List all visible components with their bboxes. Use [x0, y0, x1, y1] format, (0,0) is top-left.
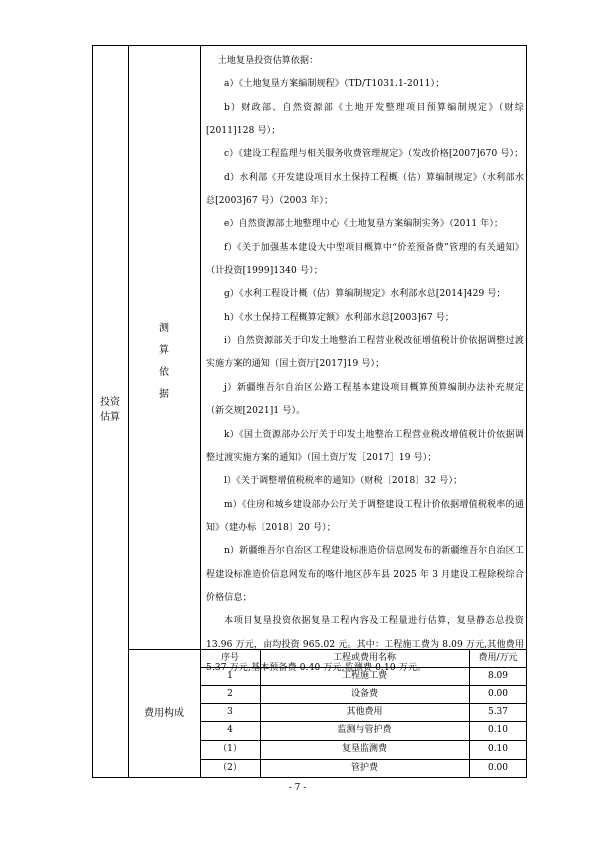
cost-row-name: 其他费用: [346, 707, 383, 717]
cost-row-name: 管护费: [350, 763, 378, 773]
cost-row-no: 3: [227, 707, 233, 717]
cost-row-name: 工程施工费: [341, 671, 387, 681]
basis-paragraph: l）《关于调整增值税税率的通知》（财税〔2018〕32 号）；: [224, 476, 463, 487]
cost-row-no: 2: [227, 689, 233, 699]
cost-row-no: （2）: [218, 763, 242, 773]
basis-paragraph: a）《土地复垦方案编制规程》（TD/T1031.1-2011）；: [224, 79, 445, 90]
cost-row-amount: 0.00: [487, 689, 509, 699]
cost-row-amount: 0.10: [487, 725, 509, 735]
basis-label-char: 依: [159, 367, 169, 378]
cost-row-amount: 0.00: [487, 763, 509, 773]
basis-label-char: 据: [159, 389, 169, 400]
basis-paragraph: k）《国土资源部办公厅关于印发土地整治工程营业税改增值税计价依据调整过渡实施方案的通知》（国土资厅发［2017］19 号）；: [206, 429, 524, 463]
basis-summary: 本项目复垦投资依据复垦工程内容及工程量进行估算，复垦静态总投资 13.96 万元，亩均投资 965.02 元。其中：工程施工费为 8.09 万元,其他费用 5.37 万元,基本预备费 0.40 万元,监测费 0.10 万元。: [206, 616, 524, 673]
cost-row-amount: 0.10: [487, 744, 509, 754]
category-label-line1: 投资: [100, 397, 120, 408]
cost-header-name: 工程或费用名称: [332, 653, 396, 663]
basis-label-char: 测: [159, 323, 169, 334]
category-label-line2: 估算: [100, 412, 120, 423]
cost-row-no: 1: [227, 671, 233, 681]
basis-paragraph: j）新疆维吾尔自治区公路工程基本建设项目概算预算编制办法补充规定（新交规[2021]1 号）。: [206, 382, 524, 417]
basis-paragraph: h）《水土保持工程概算定额》水利部水总[2003]67 号；: [224, 312, 455, 323]
cost-row-amount: 8.09: [487, 671, 509, 681]
basis-paragraph: 土地复垦投资估算依据：: [217, 56, 319, 66]
basis-paragraph: g）《水利工程设计概（估）算编制规定》水利部水总[2014]429 号；: [224, 289, 506, 300]
cost-row-name: 复垦监测费: [341, 744, 387, 754]
cost-row-name: 监测与管护费: [337, 725, 392, 735]
cost-header-amount: 费用/万元: [478, 653, 518, 663]
basis-paragraph: b）财政部、自然资源部《土地开发整理项目预算编制规定》（财综[2011]128 号）；: [206, 102, 524, 137]
cost-header-no: 序号: [220, 653, 239, 663]
cost-label: 费用构成: [144, 708, 184, 719]
cost-row-no: 4: [227, 725, 233, 735]
basis-label: [157, 318, 171, 406]
basis-paragraph: n）新疆维吾尔自治区工程建设标准造价信息网发布的新疆维吾尔自治区工程建设标准造价信息网发布的喀什地区莎车县 2025 年 3 月建设工程除税综合价格信息；: [206, 546, 524, 603]
basis-text: [206, 50, 524, 680]
cost-row-no: （1）: [218, 744, 242, 754]
basis-paragraph: c）《建设工程监理与相关服务收费管理规定》（发改价格[2007]670 号）；: [224, 149, 524, 160]
divider-category: [128, 45, 129, 778]
cost-row-amount: 5.37: [487, 707, 509, 717]
cost-row-name: 设备费: [350, 689, 378, 699]
basis-paragraph: e）自然资源部土地整理中心《土地复垦方案编制实务》（2011 年）；: [224, 219, 504, 230]
basis-paragraph: m）《住房和城乡建设部办公厅关于调整建设工程计价依据增值税税率的通知》（建办标〔2018〕20 号）；: [206, 499, 524, 533]
basis-paragraph: d）水利部《开发建设项目水土保持工程概（估）算编制规定》（水利部水总[2003]67 号）（2003 年）；: [206, 172, 524, 207]
basis-paragraph: i）自然资源部关于印发土地整治工程营业税改征增值税计价依据调整过渡实施方案的通知（国土资厅[2017]19 号）；: [206, 336, 524, 370]
basis-paragraph: f）《关于加强基本建设大中型项目概算中“价差预备费”管理的有关通知》（计投资[1999]1340 号）；: [206, 242, 524, 277]
basis-label-char: 算: [159, 345, 169, 356]
category-label: [92, 395, 128, 425]
page-number: - 7 -: [288, 783, 307, 793]
